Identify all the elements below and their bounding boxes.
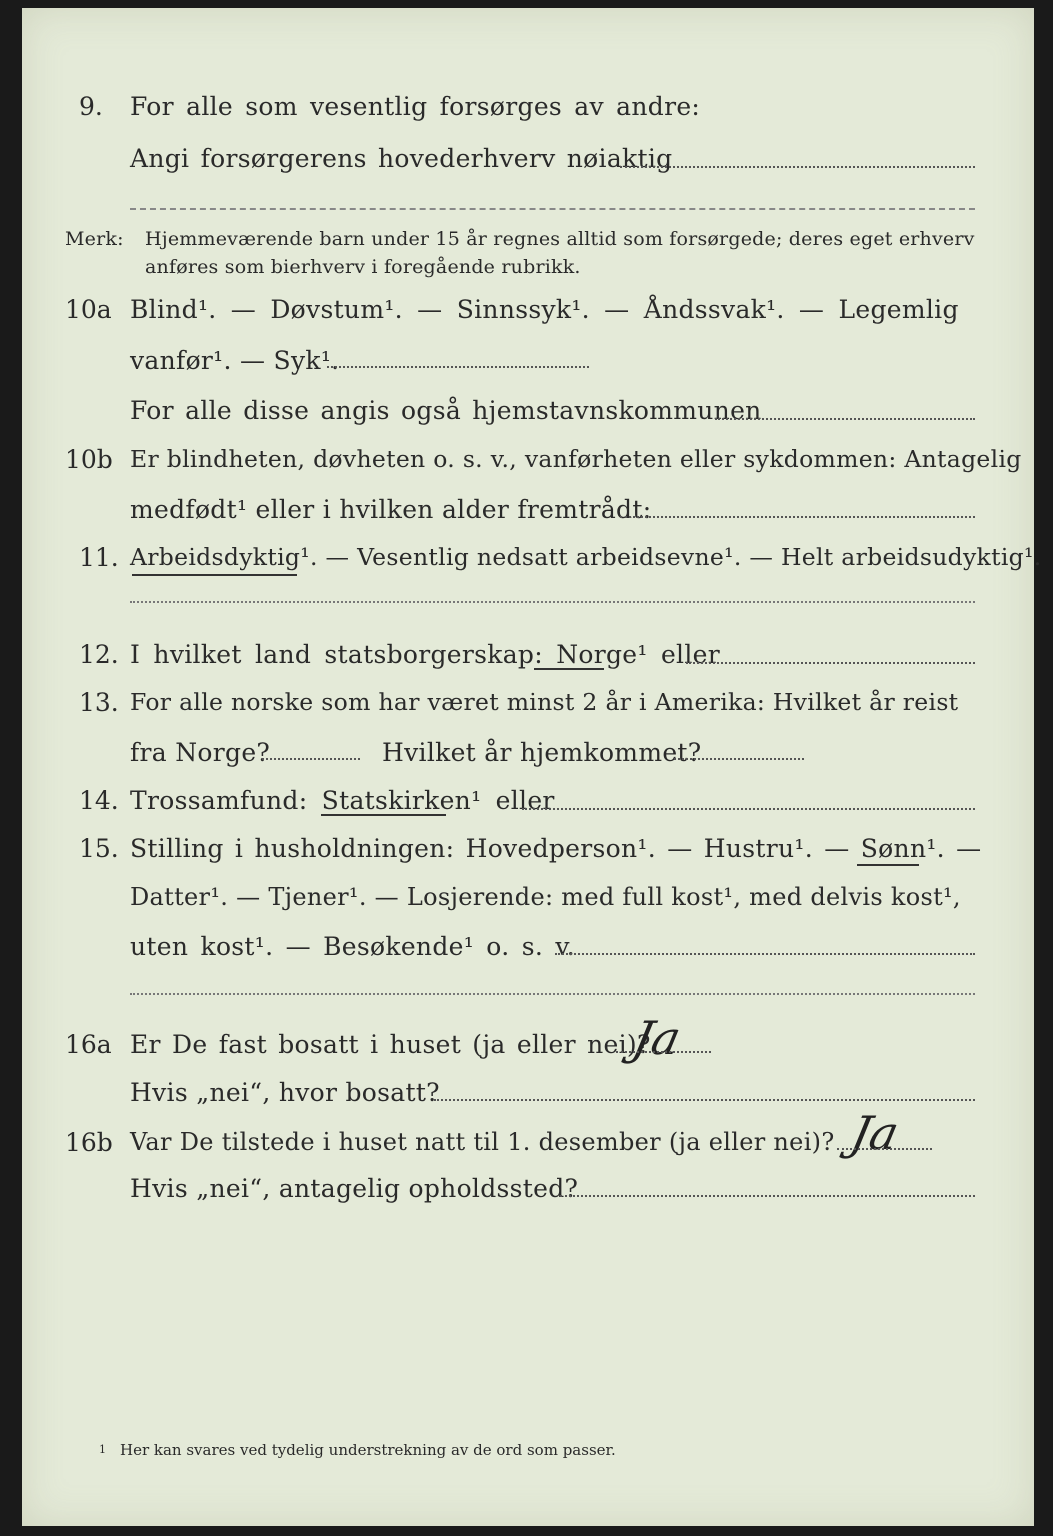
q10a-line1: Blind¹. — Døvstum¹. — Sinnssyk¹. — Åndssvak¹. — Legemlig: [130, 295, 959, 324]
q10b-line2: medfødt¹ eller i hvilken alder fremtrådt:: [130, 495, 652, 524]
q11-answer-line: [130, 601, 975, 603]
merk-line2: anføres som bierhverv i foregående rubrikk.: [145, 256, 581, 278]
q10b-answer-line: [620, 516, 975, 518]
q11-underline-arbeidsdyktig: [132, 574, 297, 576]
merk-line1: Hjemmeværende barn under 15 år regnes alltid som forsørgede; deres eget erhverv: [145, 228, 975, 250]
q16b-number: 16b: [65, 1128, 113, 1157]
census-form-page: [22, 8, 1042, 1526]
merk-label: Merk:: [65, 228, 124, 250]
separator-line: [130, 208, 975, 210]
q15-line2: Datter¹. — Tjener¹. — Losjerende: med full kost¹, med delvis kost¹,: [130, 883, 961, 911]
q15-extra-line: [130, 993, 975, 995]
q16b-opholdssted-answer-line: [560, 1195, 975, 1197]
q14-underline-statskirken: [321, 814, 446, 816]
q11-number: 11.: [79, 543, 119, 572]
q12-number: 12.: [79, 640, 119, 669]
q16b-handwritten-answer: Ja: [846, 1106, 904, 1160]
q13-line2-right: Hvilket år hjemkommet?: [382, 738, 702, 767]
footnote-text: Her kan svares ved tydelig understrekning av de ord som passer.: [120, 1441, 616, 1459]
q15-number: 15.: [79, 834, 119, 863]
q9-number: 9.: [79, 92, 103, 121]
q9-line1: For alle som vesentlig forsørges av andre:: [130, 92, 701, 121]
q16a-bosatt-answer-line: [434, 1099, 975, 1101]
q14-line1: Trossamfund: Statskirken¹ eller: [130, 786, 555, 815]
q16a-number: 16a: [65, 1030, 112, 1059]
q11-line1: Arbeidsdyktig¹. — Vesentlig nedsatt arbeidsevne¹. — Helt arbeidsudyktig¹.: [130, 543, 1042, 571]
q13-hjemkommet-answer-line: [674, 758, 804, 760]
q15-answer-line: [555, 953, 975, 955]
q14-number: 14.: [79, 786, 119, 815]
q10a-line3: For alle disse angis også hjemstavnskommunen: [130, 396, 762, 425]
q16b-line2: Hvis „nei“, antagelig opholdssted?: [130, 1174, 579, 1203]
q10b-line1: Er blindheten, døvheten o. s. v., vanførheten eller sykdommen: Antagelig: [130, 445, 1022, 473]
q15-line3: uten kost¹. — Besøkende¹ o. s. v.: [130, 932, 576, 961]
q10a-syk-answer-line: [327, 366, 589, 368]
q13-number: 13.: [79, 688, 119, 717]
q9-answer-line: [620, 166, 975, 168]
q14-answer-line: [522, 808, 975, 810]
q13-reist-answer-line: [262, 758, 360, 760]
q9-line2: Angi forsørgerens hovederhverv nøiaktig: [130, 144, 673, 173]
q12-underline-norge: [534, 668, 604, 670]
q16b-answer-line: [837, 1148, 932, 1150]
q15-underline-sonn: [857, 864, 919, 866]
q16b-line1: Var De tilstede i huset natt til 1. desember (ja eller nei)?: [130, 1128, 835, 1156]
q12-answer-line: [686, 662, 975, 664]
q10a-kommune-answer-line: [715, 418, 975, 420]
q16a-line2: Hvis „nei“, hvor bosatt?: [130, 1078, 440, 1107]
q10a-number: 10a: [65, 295, 112, 324]
q16a-handwritten-answer: Ja: [628, 1011, 686, 1065]
q12-line1: I hvilket land statsborgerskap: Norge¹ eller: [130, 640, 720, 669]
q16a-answer-line: [616, 1051, 711, 1053]
footnote-mark: 1: [99, 1443, 106, 1456]
q10b-number: 10b: [65, 445, 113, 474]
q13-line2-left: fra Norge?: [130, 738, 271, 767]
q13-line1: For alle norske som har været minst 2 år i Amerika: Hvilket år reist: [130, 688, 959, 716]
q15-line1: Stilling i husholdningen: Hovedperson¹. — Hustru¹. — Sønn¹. —: [130, 834, 982, 863]
q10a-line2: vanfør¹. — Syk¹.: [130, 346, 340, 375]
q16a-line1: Er De fast bosatt i huset (ja eller nei)?: [130, 1030, 651, 1059]
